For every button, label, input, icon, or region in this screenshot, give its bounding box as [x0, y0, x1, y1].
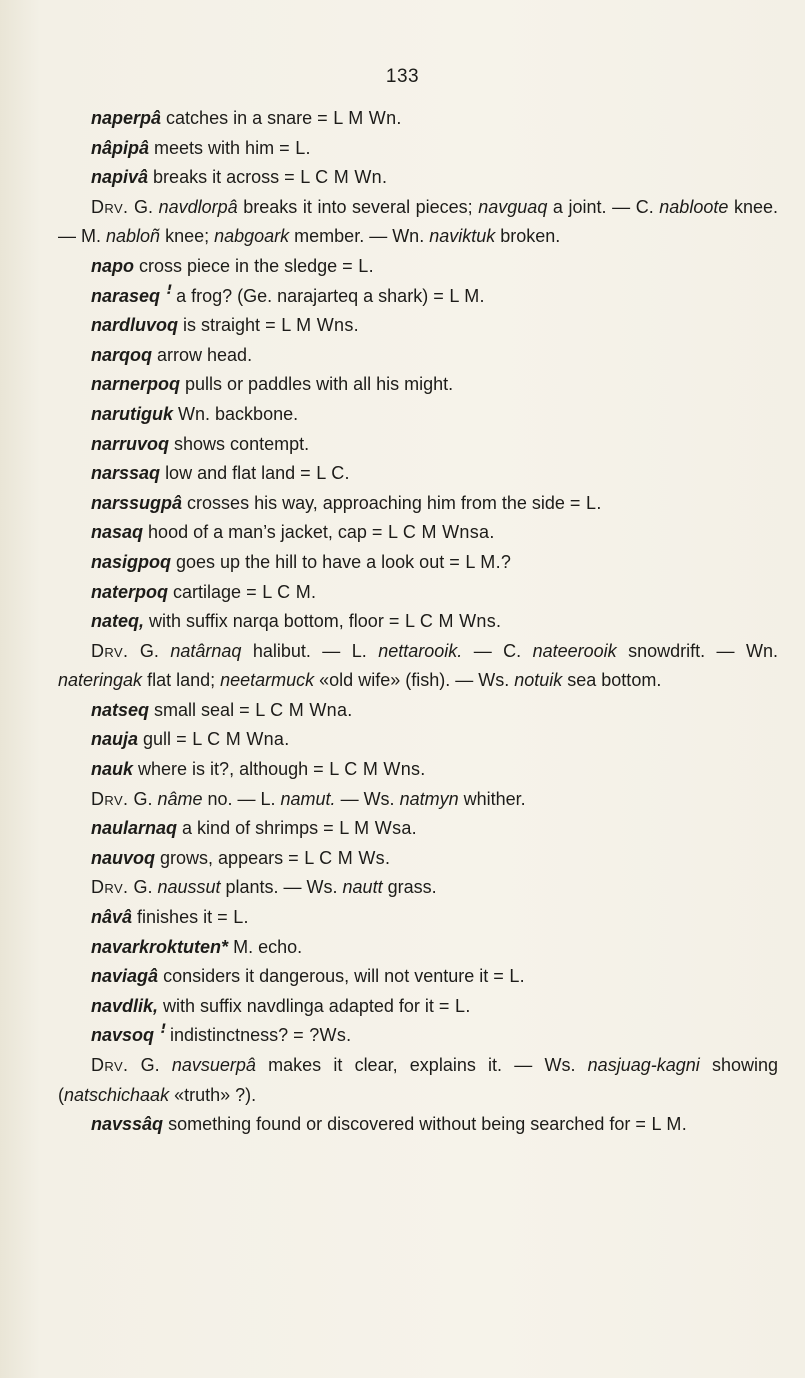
gloss: cross piece in the sledge	[139, 255, 338, 276]
derivation-note	[58, 873, 778, 903]
gloss: pulls or paddles with all his might.	[185, 374, 454, 395]
drv-label: Drv.	[91, 196, 129, 217]
cognate-word: navdlorpâ	[158, 196, 238, 217]
headword: nâvâ	[91, 907, 133, 928]
source-codes: = L C M Wnsa.	[371, 522, 495, 543]
headword: nateq,	[91, 611, 145, 632]
gloss: where is it?, although	[138, 759, 309, 780]
cognate-word: nettarooik.	[378, 640, 463, 661]
headword: nâpipâ	[91, 137, 150, 158]
cognate-word: navguaq	[478, 196, 548, 217]
source-codes: = L.	[569, 492, 602, 513]
gloss: a kind of shrimps	[182, 818, 319, 839]
gloss: hood of a man’s jacket, cap	[148, 522, 367, 543]
dictionary-entry	[58, 459, 778, 489]
headword: naterpoq	[91, 581, 169, 602]
headword: nauvoq	[91, 847, 156, 868]
drv-label: Drv.	[91, 877, 129, 898]
cognate-word: nasjuag-kagni	[587, 1055, 700, 1075]
source-codes: = L M Wn.	[317, 108, 402, 128]
note-text: no. — L.	[202, 788, 281, 809]
cognate-word: navsuerpâ	[171, 1055, 256, 1075]
note-text: makes it clear, explains it. — Ws.	[255, 1055, 588, 1075]
dictionary-entry	[58, 933, 778, 963]
gloss: is straight	[183, 315, 261, 336]
note-text: halibut. — L.	[241, 640, 379, 661]
gloss: breaks it across	[153, 167, 280, 188]
dictionary-entry	[58, 607, 778, 637]
headword: narssugpâ	[91, 492, 183, 513]
headword: nasigpoq	[91, 551, 171, 572]
gloss: M. echo.	[233, 936, 303, 957]
headword: napo	[91, 255, 134, 276]
source-codes: = L C.	[300, 463, 350, 484]
source-codes: = L C M Wn.	[284, 167, 388, 188]
derivation-note	[58, 637, 778, 696]
dictionary-entry	[58, 903, 778, 933]
source-codes: = L C M Wns.	[313, 759, 426, 780]
cognate-word: nabloñ	[106, 226, 161, 247]
dictionary-entry	[58, 518, 778, 548]
headword: naularnaq	[91, 818, 178, 839]
source-codes: = L.	[279, 137, 311, 158]
note-text: «old wife» (fish). — Ws.	[314, 670, 515, 691]
note-text: sea bottom.	[562, 670, 662, 691]
gloss: gull	[143, 729, 172, 750]
dictionary-entry	[58, 725, 778, 755]
source-codes: = ?Ws.	[293, 1025, 352, 1046]
gloss: a frog? (Ge. narajarteq a shark)	[176, 285, 429, 306]
note-text: «truth» ?).	[169, 1084, 257, 1105]
note-text: whither.	[458, 788, 526, 809]
gloss: meets with him	[154, 137, 275, 158]
headword: nauk	[91, 759, 134, 780]
drv-label: Drv.	[91, 1055, 129, 1075]
note-text: G.	[128, 877, 158, 898]
headword: narutiguk	[91, 403, 174, 424]
gloss: goes up the hill to have a look out	[176, 551, 445, 572]
headword: naperpâ	[91, 108, 162, 128]
headword: navarkroktuten*	[91, 936, 229, 957]
note-text: G.	[128, 788, 158, 809]
page-number: 133	[385, 66, 420, 87]
cognate-word: nateerooik	[532, 640, 617, 661]
dictionary-entry	[58, 844, 778, 874]
note-text: member. — Wn.	[289, 226, 430, 247]
dictionary-entry	[58, 755, 778, 785]
dictionary-entry	[58, 578, 778, 608]
note-text: breaks it into several pieces;	[237, 196, 479, 217]
dictionary-entry	[58, 1021, 778, 1051]
gloss: catches in a snare	[166, 108, 313, 128]
note-text: showing (	[58, 1055, 778, 1105]
dictionary-entry	[58, 400, 778, 430]
note-text: a joint. — C.	[547, 196, 660, 217]
cognate-word: natmyn	[399, 788, 459, 809]
headword: naraseq ꜝ	[91, 285, 172, 306]
gloss: low and flat land	[165, 463, 296, 484]
source-codes: = L C M.	[246, 581, 317, 602]
dictionary-entry	[58, 370, 778, 400]
note-text: — Ws.	[335, 788, 400, 809]
note-text: G.	[128, 640, 171, 661]
source-codes: = L C M Ws.	[288, 847, 391, 868]
gloss: small seal	[154, 699, 235, 720]
source-codes: = L.	[342, 255, 374, 276]
cognate-word: notuik	[514, 670, 563, 691]
cognate-word: nautt	[342, 877, 383, 898]
note-text: G.	[128, 196, 159, 217]
dictionary-entry	[58, 430, 778, 460]
gloss: cartilage	[173, 581, 242, 602]
cognate-word: naussut	[157, 877, 221, 898]
note-text: snowdrift. — Wn.	[616, 640, 778, 661]
dictionary-entry	[58, 163, 778, 193]
headword: narssaq	[91, 463, 161, 484]
note-text: knee. — M.	[58, 196, 778, 247]
headword: napivâ	[91, 167, 149, 188]
headword: navssâq	[91, 1114, 164, 1135]
note-text: — C.	[462, 640, 533, 661]
source-codes: = L C M Wna.	[239, 699, 353, 720]
dictionary-entry	[58, 311, 778, 341]
dictionary-entry	[58, 814, 778, 844]
source-codes: = L M Wsa.	[323, 818, 417, 839]
cognate-word: natârnaq	[170, 640, 242, 661]
headword: navdlik,	[91, 995, 159, 1016]
gloss: crosses his way, approaching him from the side	[187, 492, 565, 513]
headword: nasaq	[91, 522, 144, 543]
dictionary-text	[58, 104, 778, 1140]
drv-label: Drv.	[91, 788, 129, 809]
drv-label: Drv.	[91, 640, 129, 661]
cognate-word: nateringak	[58, 670, 143, 691]
note-text: grass.	[382, 877, 437, 898]
headword: natseq	[91, 699, 150, 720]
source-codes: = L M.?	[449, 551, 512, 572]
headword: narruvoq	[91, 433, 170, 454]
derivation-note	[58, 785, 778, 815]
gloss: arrow head.	[157, 344, 253, 365]
headword: narqoq	[91, 344, 152, 365]
dictionary-entry	[58, 104, 778, 134]
gloss: considers it dangerous, will not venture it	[163, 966, 489, 987]
gloss: Wn. backbone.	[178, 403, 299, 424]
cognate-word: nabgoark	[214, 226, 290, 247]
gloss: shows contempt.	[174, 433, 310, 454]
dictionary-entry	[58, 282, 778, 312]
derivation-note	[58, 1051, 778, 1110]
note-text: knee;	[160, 226, 215, 247]
cognate-word: namut.	[280, 788, 336, 809]
dictionary-entry	[58, 489, 778, 519]
cognate-word: neetarmuck	[220, 670, 315, 691]
gloss: indistinctness?	[170, 1025, 289, 1046]
dictionary-entry	[58, 992, 778, 1022]
gloss: grows, appears	[160, 847, 284, 868]
dictionary-entry	[58, 962, 778, 992]
headword: nauja	[91, 729, 139, 750]
source-codes: = L C M Wns.	[388, 611, 502, 632]
note-text: G.	[128, 1055, 172, 1075]
headword: nardluvoq	[91, 315, 179, 336]
gloss: something found or discovered without being searched for	[168, 1114, 631, 1135]
headword: naviagâ	[91, 966, 159, 987]
source-codes: = L M Wns.	[265, 315, 359, 336]
note-text: broken.	[495, 226, 561, 247]
cognate-word: naviktuk	[429, 226, 496, 247]
dictionary-entry	[58, 548, 778, 578]
dictionary-entry	[58, 1110, 778, 1140]
gloss: finishes it	[137, 907, 213, 928]
cognate-word: nâme	[157, 788, 203, 809]
gloss: with suffix navdlinga adapted for it	[163, 995, 434, 1016]
source-codes: = L M.	[635, 1114, 688, 1135]
cognate-word: natschichaak	[64, 1084, 170, 1105]
source-codes: = L.	[493, 966, 525, 987]
source-codes: = L.	[438, 995, 471, 1016]
source-codes: = L.	[217, 907, 249, 928]
source-codes: = L C M Wna.	[176, 729, 290, 750]
dictionary-entry	[58, 341, 778, 371]
gloss: with suffix narqa bottom, floor	[149, 611, 384, 632]
headword: narnerpoq	[91, 374, 181, 395]
dictionary-entry	[58, 252, 778, 282]
dictionary-entry	[58, 134, 778, 164]
note-text: plants. — Ws.	[220, 877, 343, 898]
cognate-word: nabloote	[659, 196, 729, 217]
source-codes: = L M.	[433, 285, 485, 306]
note-text: flat land;	[142, 670, 221, 691]
dictionary-entry	[58, 696, 778, 726]
headword: navsoq ꜝ	[91, 1025, 166, 1046]
derivation-note	[58, 193, 778, 252]
